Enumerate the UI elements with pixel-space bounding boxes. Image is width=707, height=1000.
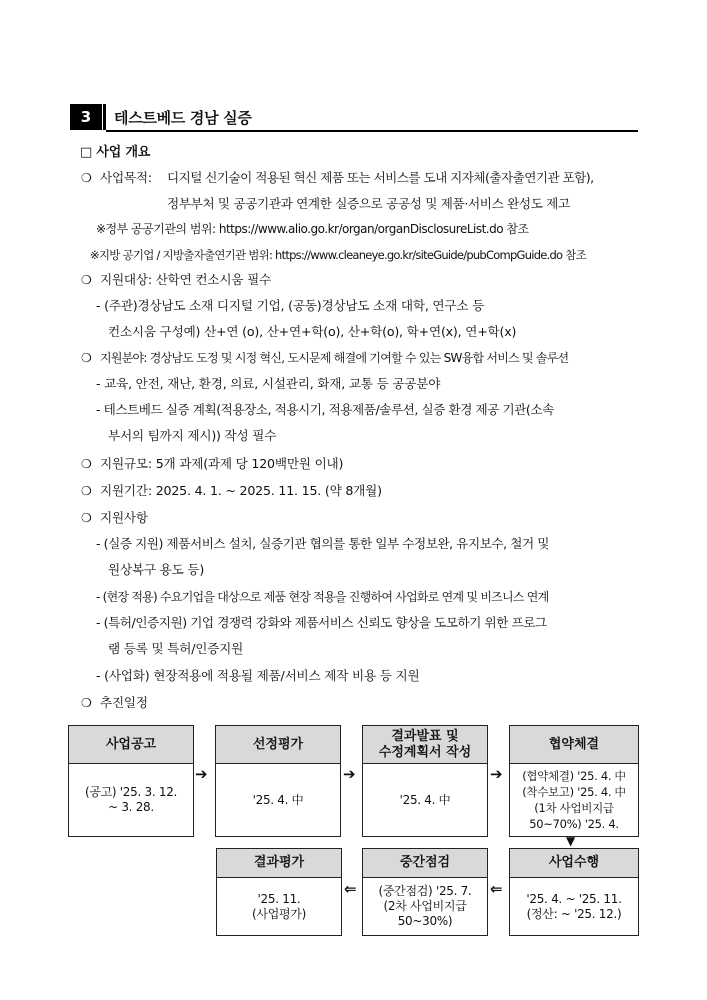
purpose-note2: ※지방 공기업 / 지방출자출연기관 범위: https://www.cleaneye.go.kr/siteGuide/pubCompGuide.do 참조 bbox=[90, 248, 586, 262]
flow-box-result bbox=[362, 725, 488, 837]
support-heading: 지원사항 bbox=[100, 510, 148, 525]
overview-heading: □ 사업 개요 bbox=[80, 145, 151, 160]
flow-box-title: 협약체결 bbox=[510, 726, 638, 764]
flow-box-announcement bbox=[68, 725, 194, 837]
flow-box-body: '25. 11. (사업평가) bbox=[252, 891, 306, 921]
section-title: 테스트베드 경남 실증 bbox=[114, 109, 252, 127]
bullet-icon: ❍ bbox=[81, 171, 92, 185]
flow-box-body: (협약체결) '25. 4. 中 (착수보고) '25. 4. 中 (1차 사업비지급 50~70%) '25. 4. bbox=[522, 769, 626, 831]
support-item1b: 원상복구 용도 등) bbox=[108, 562, 205, 577]
bullet-icon: ❍ bbox=[81, 457, 92, 471]
section-separator bbox=[103, 104, 106, 130]
section-header bbox=[70, 104, 638, 130]
flow-box-body: (공고) '25. 3. 12. ~ 3. 28. bbox=[84, 785, 178, 814]
bullet-icon: ❍ bbox=[81, 484, 92, 498]
support-item3b: 램 등록 및 특허/인증지원 bbox=[108, 641, 244, 656]
flow-box-title: 사업공고 bbox=[69, 726, 193, 764]
purpose-label: 사업목적: bbox=[100, 170, 152, 185]
support-item2: - (현장 적용) 수요기업을 대상으로 제품 현장 적용을 진행하여 사업화로 연계 및 비즈니스 연계 bbox=[96, 590, 549, 604]
support-item1a: - (실증 지원) 제품서비스 설치, 실증기관 협의를 통한 일부 수정보완, 유지보수, 철거 및 bbox=[96, 536, 549, 551]
period-text: 지원기간: 2025. 4. 1. ~ 2025. 11. 15. (약 8개월) bbox=[100, 483, 382, 498]
bullet-icon: ❍ bbox=[81, 696, 92, 710]
flow-box-body: '25. 4. 中 bbox=[252, 792, 304, 807]
bullet-icon: ❍ bbox=[81, 351, 92, 365]
flow-box-agreement bbox=[509, 725, 639, 837]
bullet-icon: ❍ bbox=[81, 273, 92, 287]
arrow-left-icon: ⇐ bbox=[490, 880, 503, 898]
flow-box-body: (중간점검) '25. 7. (2차 사업비지급 50~30%) bbox=[378, 884, 472, 928]
bullet-icon: ❍ bbox=[81, 511, 92, 525]
purpose-line2: 정부부처 및 공공기관과 연계한 실증으로 공공성 및 제품·서비스 완성도 제고 bbox=[167, 196, 570, 211]
flow-box-title: 선정평가 bbox=[216, 726, 340, 764]
flow-box-title: 결과발표 및 수정계획서 작성 bbox=[363, 726, 487, 764]
purpose-note1: ※정부 공공기관의 범위: https://www.alio.go.kr/organ/organDisclosureList.do 참조 bbox=[96, 222, 529, 236]
section-underline bbox=[106, 130, 638, 132]
support-item3a: - (특허/인증지원) 기업 경쟁력 강화와 제품서비스 신뢰도 향상을 도모하기 위한 프로그 bbox=[96, 615, 547, 630]
target-line1: - (주관)경상남도 소재 디지털 기업, (공동)경상남도 소재 대학, 연구소 등 bbox=[96, 298, 485, 313]
support-item4: - (사업화) 현장적용에 적용될 제품/서비스 제작 비용 등 지원 bbox=[96, 668, 420, 683]
flow-box-title: 사업수행 bbox=[510, 849, 638, 878]
flow-box-midterm bbox=[362, 848, 488, 936]
scale-text: 지원규모: 5개 과제(과제 당 120백만원 이내) bbox=[100, 456, 344, 471]
purpose-line1: 디지털 신기술이 적용된 혁신 제품 또는 서비스를 도내 지자체(출자출연기관 포함), bbox=[167, 170, 594, 185]
field-text: 지원분야: 경상남도 도정 및 시정 혁신, 도시문제 해결에 기여할 수 있는 SW융합 서비스 및 솔루션 bbox=[100, 351, 569, 365]
schedule-heading: 추진일정 bbox=[100, 695, 148, 710]
section-number: 3 bbox=[70, 104, 102, 130]
flow-box-execution bbox=[509, 848, 639, 936]
arrow-right-icon: ➔ bbox=[195, 765, 208, 783]
flow-box-body: '25. 4. ~ '25. 11. (정산: ~ '25. 12.) bbox=[526, 891, 622, 921]
flow-box-final-eval bbox=[216, 848, 342, 936]
flow-box-title: 결과평가 bbox=[217, 849, 341, 878]
field-line2: - 테스트베드 실증 계획(적용장소, 적용시기, 적용제품/솔루션, 실증 환경 제공 기관(소속 bbox=[96, 402, 554, 417]
field-line3: 부서의 팀까지 제시)) 작성 필수 bbox=[108, 428, 277, 443]
arrow-right-icon: ➔ bbox=[490, 765, 503, 783]
target-text: 지원대상: 산학연 컨소시움 필수 bbox=[100, 272, 272, 287]
arrow-left-icon: ⇐ bbox=[344, 880, 357, 898]
target-line2: 컨소시움 구성예) 산+연 (o), 산+연+학(o), 산+학(o), 학+연(x), 연+학(x) bbox=[108, 324, 517, 339]
field-line1: - 교육, 안전, 재난, 환경, 의료, 시설관리, 화재, 교통 등 공공분야 bbox=[96, 376, 441, 391]
arrow-right-icon: ➔ bbox=[343, 765, 356, 783]
flow-box-selection bbox=[215, 725, 341, 837]
flow-box-title: 중간점검 bbox=[363, 849, 487, 878]
arrow-down-icon: ▼ bbox=[566, 834, 576, 848]
flow-box-body: '25. 4. 中 bbox=[399, 792, 451, 807]
